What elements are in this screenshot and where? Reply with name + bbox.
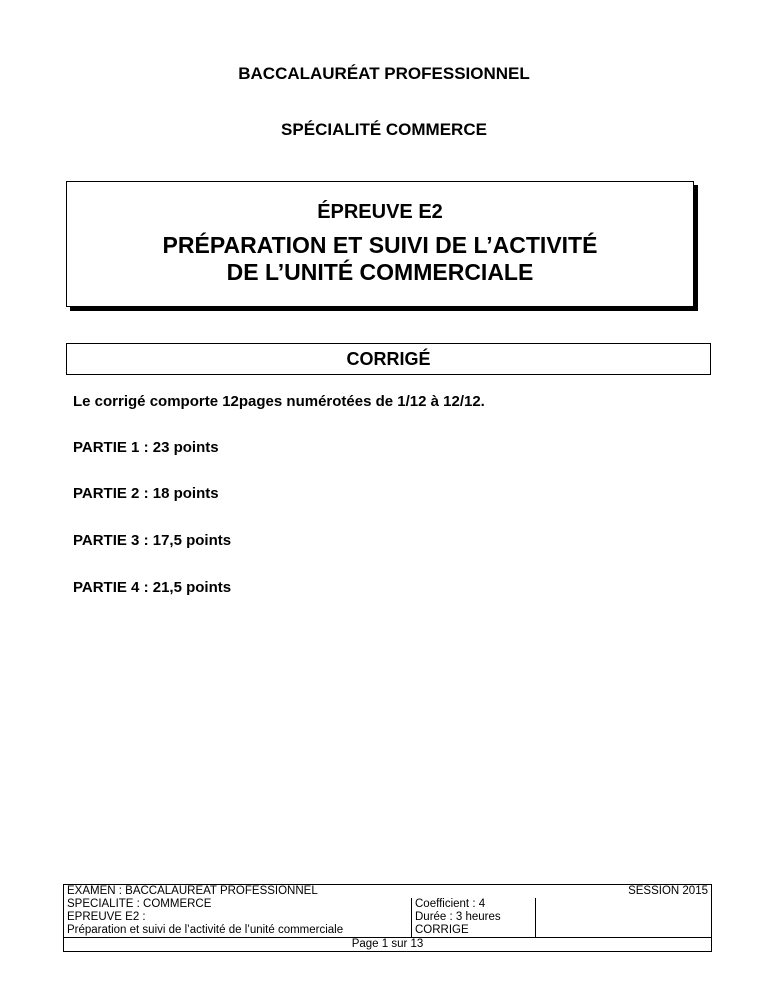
footer-empty-cell [536, 898, 712, 911]
footer-specialite: SPÉCIALITÉ : COMMERCE [64, 898, 412, 911]
epreuve-box [66, 181, 694, 307]
corrige-box: CORRIGÉ [66, 343, 711, 375]
part-line-4: PARTIE 4 : 21,5 points [73, 579, 232, 596]
footer-empty-cell [536, 924, 712, 938]
footer-duree: Durée : 3 heures [412, 911, 536, 924]
footer-epreuve: ÉPREUVE E2 : [64, 911, 412, 924]
part-line-1: PARTIE 1 : 23 points [73, 439, 219, 456]
footer-empty-cell [412, 885, 536, 899]
header-title: BACCALAURÉAT PROFESSIONNEL [238, 64, 530, 83]
footer-examen: EXAMEN : BACCALAURÉAT PROFESSIONNEL [64, 885, 412, 899]
footer-row-4 [64, 924, 712, 938]
epreuve-code: ÉPREUVE E2 [317, 201, 443, 223]
epreuve-name-line-2: DE L’UNITÉ COMMERCIALE [226, 259, 534, 285]
footer-table [63, 884, 712, 952]
epreuve-name-line-1: PRÉPARATION ET SUIVI DE L’ACTIVITÉ [162, 232, 598, 258]
footer-coefficient: Coefficient : 4 [412, 898, 536, 911]
footer-session: SESSION 2015 [536, 885, 712, 899]
header-subtitle: SPÉCIALITÉ COMMERCE [281, 120, 487, 139]
footer-row-5 [64, 938, 712, 952]
part-line-2: PARTIE 2 : 18 points [73, 485, 219, 502]
epreuve-name [67, 232, 693, 286]
footer-intitule: Préparation et suivi de l’activité de l’unité commerciale [64, 924, 412, 938]
footer-row-1 [64, 885, 712, 899]
footer-row-3 [64, 911, 712, 924]
footer-page-number: Page 1 sur 13 [64, 938, 712, 952]
footer-empty-cell [536, 911, 712, 924]
footer-type: CORRIGE [412, 924, 536, 938]
footer-row-2 [64, 898, 712, 911]
intro-line: Le corrigé comporte 12pages numérotées de 1/12 à 12/12. [73, 393, 485, 410]
part-line-3: PARTIE 3 : 17,5 points [73, 532, 232, 549]
